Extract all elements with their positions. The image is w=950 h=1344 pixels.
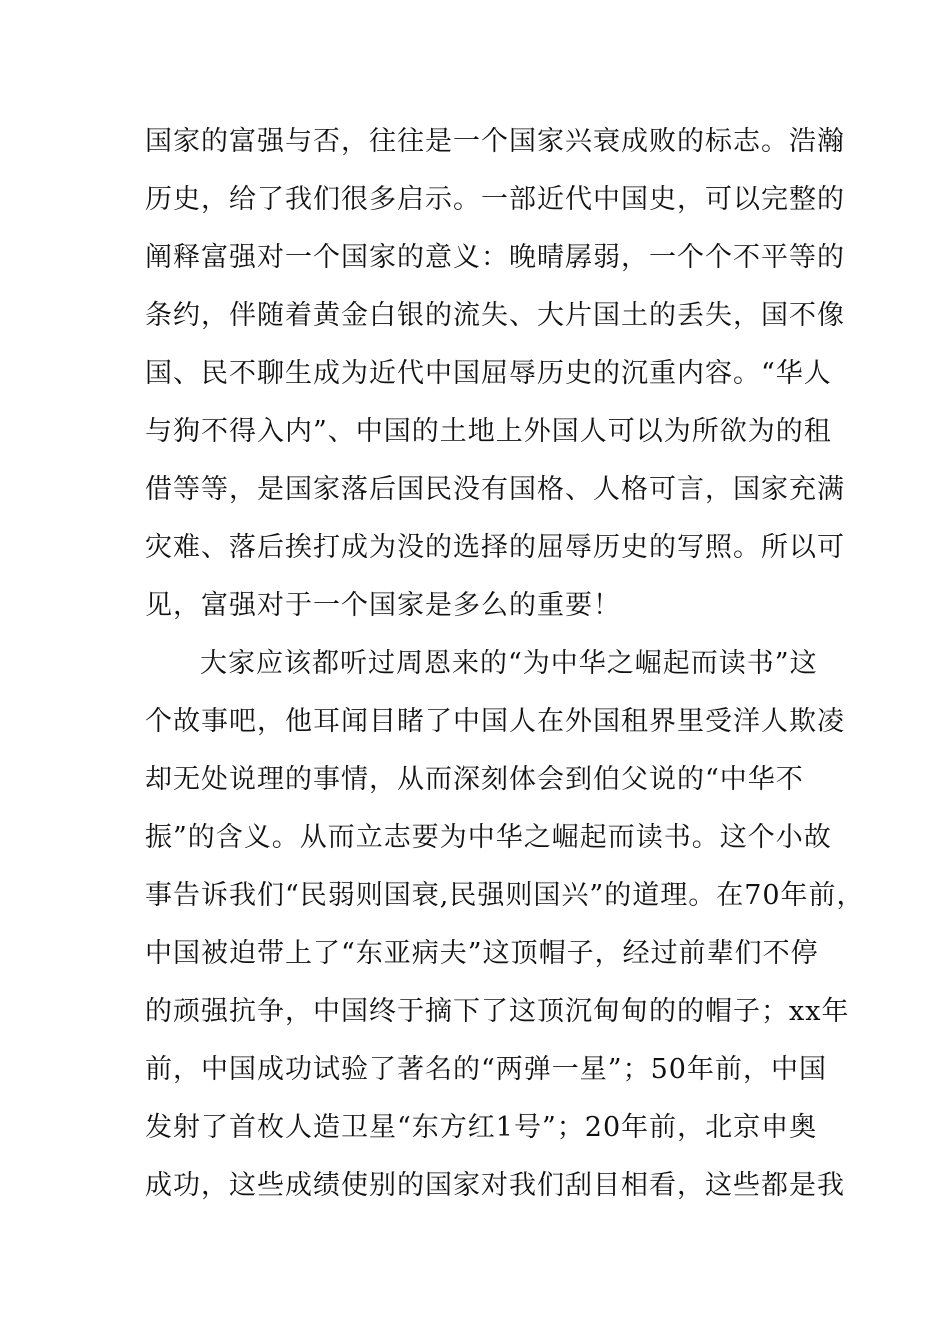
paragraph-line: 的顽强抗争，中国终于摘下了这顶沉甸甸的的帽子；xx年 — [145, 996, 850, 1027]
paragraph-line: 事告诉我们“民弱则国衰,民强则国兴”的道理。在70年前， — [145, 880, 865, 911]
paragraph-line: 发射了首枚人造卫星“东方红1号”；20年前，北京申奥 — [145, 1112, 818, 1143]
paragraph-first-line: 大家应该都听过周恩来的“为中华之崛起而读书”这 — [200, 648, 818, 679]
paragraph-line: 灾难、落后挨打成为没的选择的屈辱历史的写照。所以可 — [145, 532, 845, 563]
paragraph-line: 前，中国成功试验了著名的“两弹一星”；50年前，中国 — [145, 1054, 827, 1085]
paragraph-line: 条约，伴随着黄金白银的流失、大片国土的丢失，国不像 — [145, 300, 845, 331]
paragraph-line: 成功，这些成绩使别的国家对我们刮目相看，这些都是我 — [145, 1170, 845, 1201]
paragraph-line: 见，富强对于一个国家是多么的重要！ — [145, 590, 621, 621]
paragraph-line: 借等等，是国家落后国民没有国格、人格可言，国家充满 — [145, 474, 845, 505]
paragraph-line: 国、民不聊生成为近代中国屈辱历史的沉重内容。“华人 — [145, 358, 832, 389]
paragraph-line: 中国被迫带上了“东亚病夫”这顶帽子，经过前辈们不停 — [145, 938, 819, 969]
paragraph-line: 阐释富强对一个国家的意义：晚晴孱弱，一个个不平等的 — [145, 242, 845, 273]
paragraph-line: 历史，给了我们很多启示。一部近代中国史，可以完整的 — [145, 184, 845, 215]
paragraph-line: 国家的富强与否，往往是一个国家兴衰成败的标志。浩瀚 — [145, 126, 845, 157]
paragraph-line: 却无处说理的事情，从而深刻体会到伯父说的“中华不 — [145, 764, 804, 795]
paragraph-line: 与狗不得入内”、中国的土地上外国人可以为所欲为的租 — [145, 416, 832, 447]
paragraph-line: 振”的含义。从而立志要为中华之崛起而读书。这个小故 — [145, 822, 832, 853]
paragraph-line: 个故事吧，他耳闻目睹了中国人在外国租界里受洋人欺凌 — [145, 706, 845, 737]
